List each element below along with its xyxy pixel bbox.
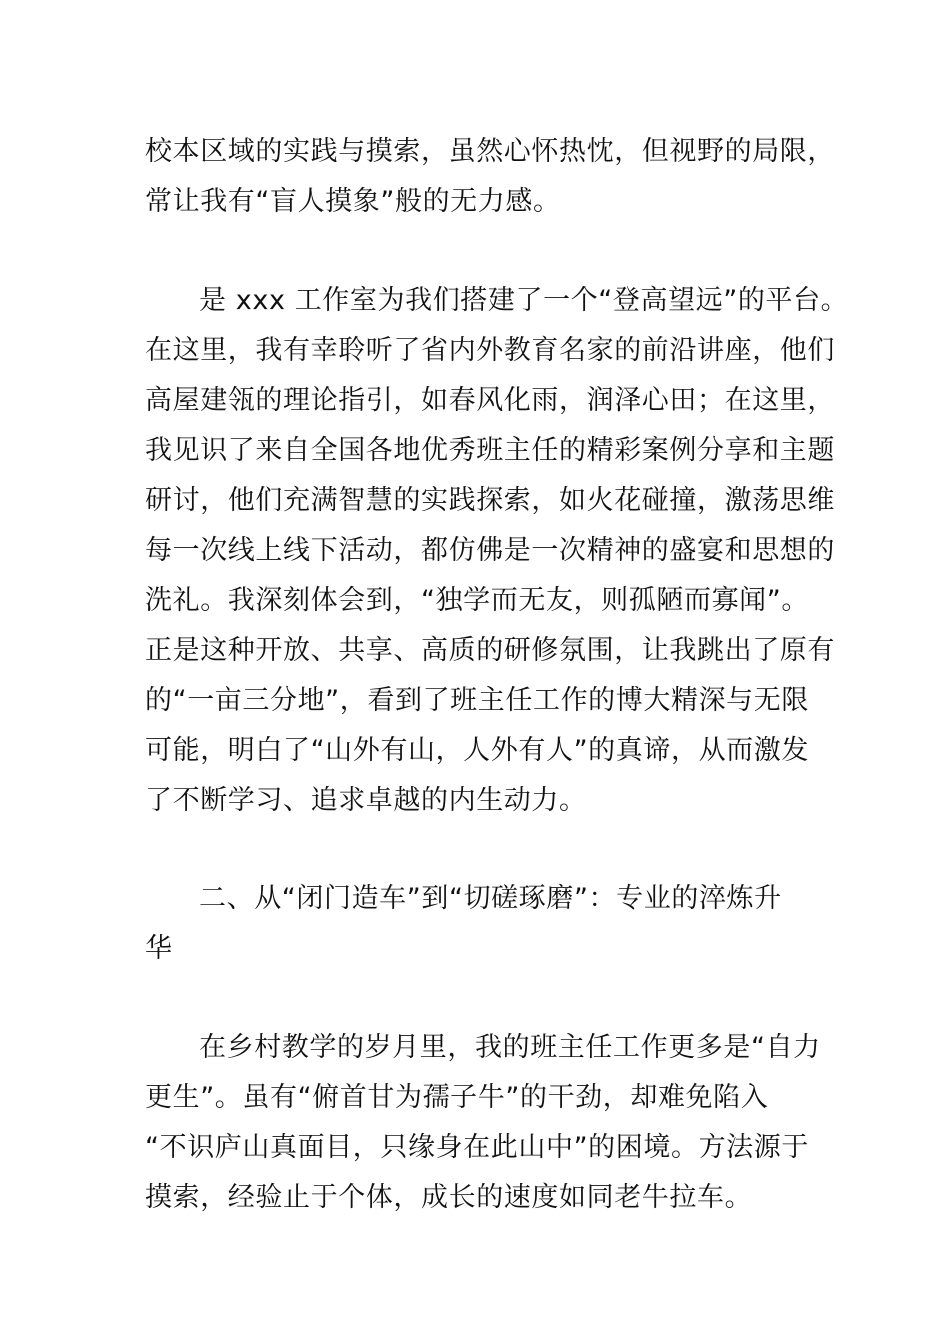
paragraph-line: “不识庐山真面目，只缘身在此山中”的困境。方法源于 (145, 1132, 809, 1163)
paragraph-line: 研讨，他们充满智慧的实践探索，如火花碰撞，激荡思维 (145, 485, 835, 516)
paragraph-line: 校本区域的实践与摸索，虽然心怀热忱，但视野的局限， (145, 136, 835, 167)
paragraph-line: 是 xxx 工作室为我们搭建了一个“登高望远”的平台。 (199, 285, 849, 316)
paragraph-line: 常让我有“盲人摸象”般的无力感。 (145, 186, 561, 217)
paragraph-line: 正是这种开放、共享、高质的研修氛围，让我跳出了原有 (145, 635, 835, 666)
paragraph-line: 在乡村教学的岁月里，我的班主任工作更多是“自力 (199, 1032, 821, 1063)
heading-line: 二、从“闭门造车”到“切磋琢磨”：专业的淬炼升 (199, 883, 782, 914)
paragraph-line: 洗礼。我深刻体会到，“独学而无友，则孤陋而寡闻”。 (145, 585, 809, 616)
paragraph-line: 可能，明白了“山外有山，人外有人”的真谛，从而激发 (145, 735, 809, 766)
heading-line: 华 (145, 933, 173, 964)
paragraph-line: 摸索，经验止于个体，成长的速度如同老牛拉车。 (145, 1182, 753, 1213)
paragraph-line: 每一次线上线下活动，都仿佛是一次精神的盛宴和思想的 (145, 535, 835, 566)
paragraph-line: 的“一亩三分地”，看到了班主任工作的博大精深与无限 (145, 685, 809, 716)
section-heading (145, 874, 825, 974)
paragraph-line: 了不断学习、追求卓越的内生动力。 (145, 785, 587, 816)
paragraph-line: 我见识了来自全国各地优秀班主任的精彩案例分享和主题 (145, 435, 835, 466)
paragraph-line: 在这里，我有幸聆听了省内外教育名家的前沿讲座，他们 (145, 335, 835, 366)
paragraph-2 (145, 276, 849, 826)
paragraph-line: 更生”。虽有“俯首甘为孺子牛”的干劲，却难免陷入 (145, 1082, 769, 1113)
paragraph-line: 高屋建瓴的理论指引，如春风化雨，润泽心田；在这里， (145, 385, 835, 416)
paragraph-1 (145, 127, 835, 227)
paragraph-3 (145, 1023, 825, 1223)
